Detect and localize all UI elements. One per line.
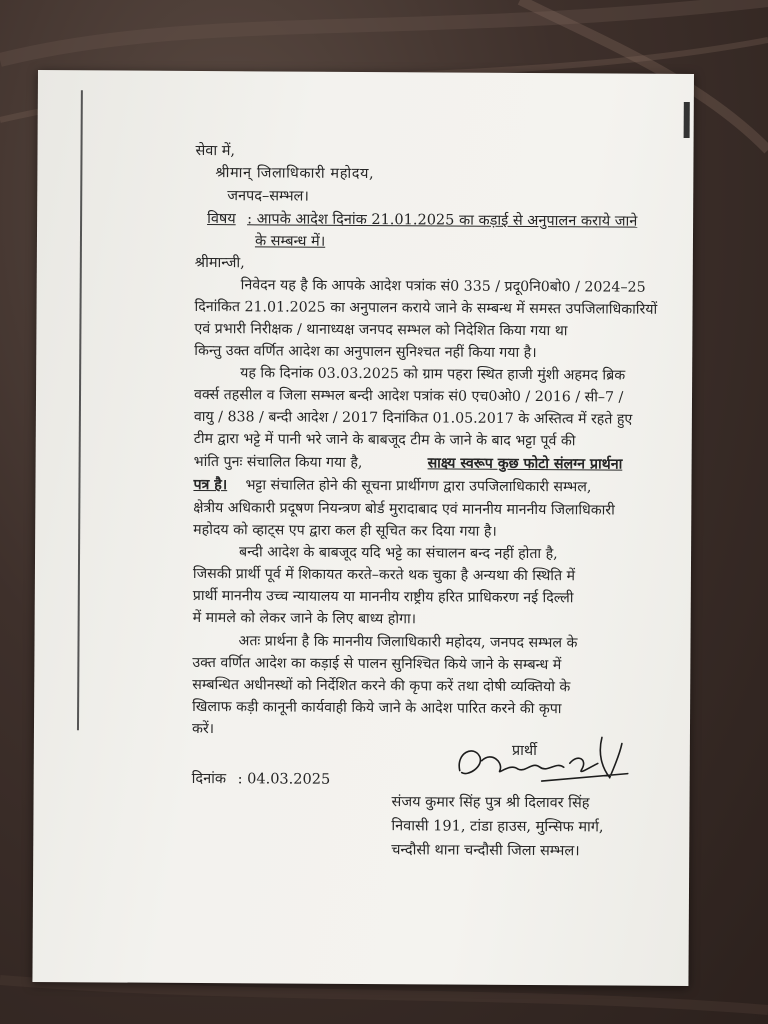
subject-label: विषय xyxy=(207,211,236,228)
applicant-label: प्रार्थी xyxy=(511,742,537,760)
paragraph-line: जिसकी प्रार्थी पूर्व में शिकायत करते–करते थक चुका है अन्यथा की स्थिति में xyxy=(192,565,576,585)
paragraph-line: अतः प्रार्थना है कि माननीय जिलाधिकारी महोदय, जनपद सम्भल के xyxy=(238,633,578,652)
paragraph-line: निवेदन यह है कि आपके आदेश पत्रांक सं0 335 / प्रदू0नि0बो0 / 2024–25 xyxy=(240,277,646,296)
paragraph-line: महोदय को व्हाट्स एप द्वारा कल ही सूचित कर दिया गया है। xyxy=(193,521,497,540)
greeting: श्रीमान्जी, xyxy=(194,254,245,272)
addressee-line2: जनपद–सम्भल। xyxy=(227,188,309,205)
sender-line2: निवासी 191, टांडा हाउस, मुन्सिफ मार्ग, xyxy=(391,818,604,836)
handwritten-signature xyxy=(452,733,652,796)
paragraph-line: एवं प्रभारी निरीक्षक / थानाध्यक्ष जनपद सम्भल को निदेशित किया गया था xyxy=(194,320,568,340)
sender-line3: चन्दौसी थाना चन्दौसी जिला सम्भल। xyxy=(391,842,580,860)
paragraph-line: भट्टा संचालित होने की सूचना प्रार्थीगण द्वारा उपजिलाधिकारी सम्भल, xyxy=(245,477,592,496)
paragraph-line: क्षेत्रीय अधिकारी प्रदूषण नियन्त्रण बोर्ड मुरादाबाद एवं माननीय माननीय जिलाधिकारी xyxy=(193,499,615,519)
paragraph-line: प्रार्थी माननीय उच्च न्यायालय या माननीय राष्ट्रीय हरित प्राधिकरण नई दिल्ली xyxy=(192,587,574,607)
paragraph-line: किन्तु उक्त वर्णित आदेश का अनुपालन सुनिश्चत नहीं किया गया है। xyxy=(194,342,537,362)
margin-line xyxy=(77,90,83,730)
evidence-note: साक्ष्य स्वरूप कुछ फोटो संलग्न प्रार्थना xyxy=(427,455,623,473)
paragraph-line: करें। xyxy=(191,720,215,738)
subject-line1: : आपके आदेश दिनांक 21.01.2025 का कड़ाई से अनुपालन कराये जाने xyxy=(247,211,638,230)
paragraph-line: वर्क्स तहसील व जिला सम्भल बन्दी आदेश पत्रांक सं0 एच0ओ0 / 2016 / सी–7 / xyxy=(193,386,624,406)
paragraph-line: यह कि दिनांक 03.03.2025 को ग्राम पहरा स्थित हाजी मुंशी अहमद ब्रिक xyxy=(240,365,626,384)
paragraph-line: वायु / 838 / बन्दी आदेश / 2017 दिनांकित 01.05.2017 के अस्तित्व में रहते हुए xyxy=(193,408,633,428)
addressee-line1: श्रीमान् जिलाधिकारी महोदय, xyxy=(215,165,375,183)
salutation-to: सेवा में, xyxy=(195,142,236,160)
evidence-note-end: पत्र है। xyxy=(193,476,228,494)
paragraph-line: सम्बन्धित अधीनस्थों को निर्देशित करने की कृपा करें तथा दोषी व्यक्तियो के xyxy=(192,676,571,696)
paragraph-line: खिलाफ कड़ी कानूनी कार्यवाही किये जाने के आदेश पारित करने की कृपा xyxy=(192,698,562,718)
paragraph-line: टीम द्वारा भट्टे में पानी भरे जाने के बाबजूद टीम के जाने के बाद भट्टा पूर्व की xyxy=(193,430,576,450)
paragraph-line: में मामले को लेकर जाने के लिए बाध्य होगा। xyxy=(192,609,417,628)
letter-page xyxy=(32,70,694,986)
paragraph-line: दिनांकित 21.01.2025 का अनुपालन कराये जाने के सम्बन्ध में समस्त उपजिलाधिकारियों xyxy=(194,298,658,318)
date-value: : 04.03.2025 xyxy=(237,771,331,788)
paragraph-line: बन्दी आदेश के बाबजूद यदि भट्टे का संचालन बन्द नहीं होता है, xyxy=(239,544,558,563)
paragraph-line: उक्त वर्णित आदेश का कड़ाई से पालन सुनिश्चित किये जाने के सम्बन्ध में xyxy=(192,654,562,674)
date-label: दिनांक xyxy=(191,770,227,788)
subject-line2: के सम्बन्ध में। xyxy=(254,233,326,250)
sender-line1: संजय कुमार सिंह पुत्र श्री दिलावर सिंह xyxy=(391,794,590,812)
paragraph-line: भांति पुनः संचालित किया गया है, xyxy=(193,453,363,471)
page-edge-mark xyxy=(684,102,690,138)
